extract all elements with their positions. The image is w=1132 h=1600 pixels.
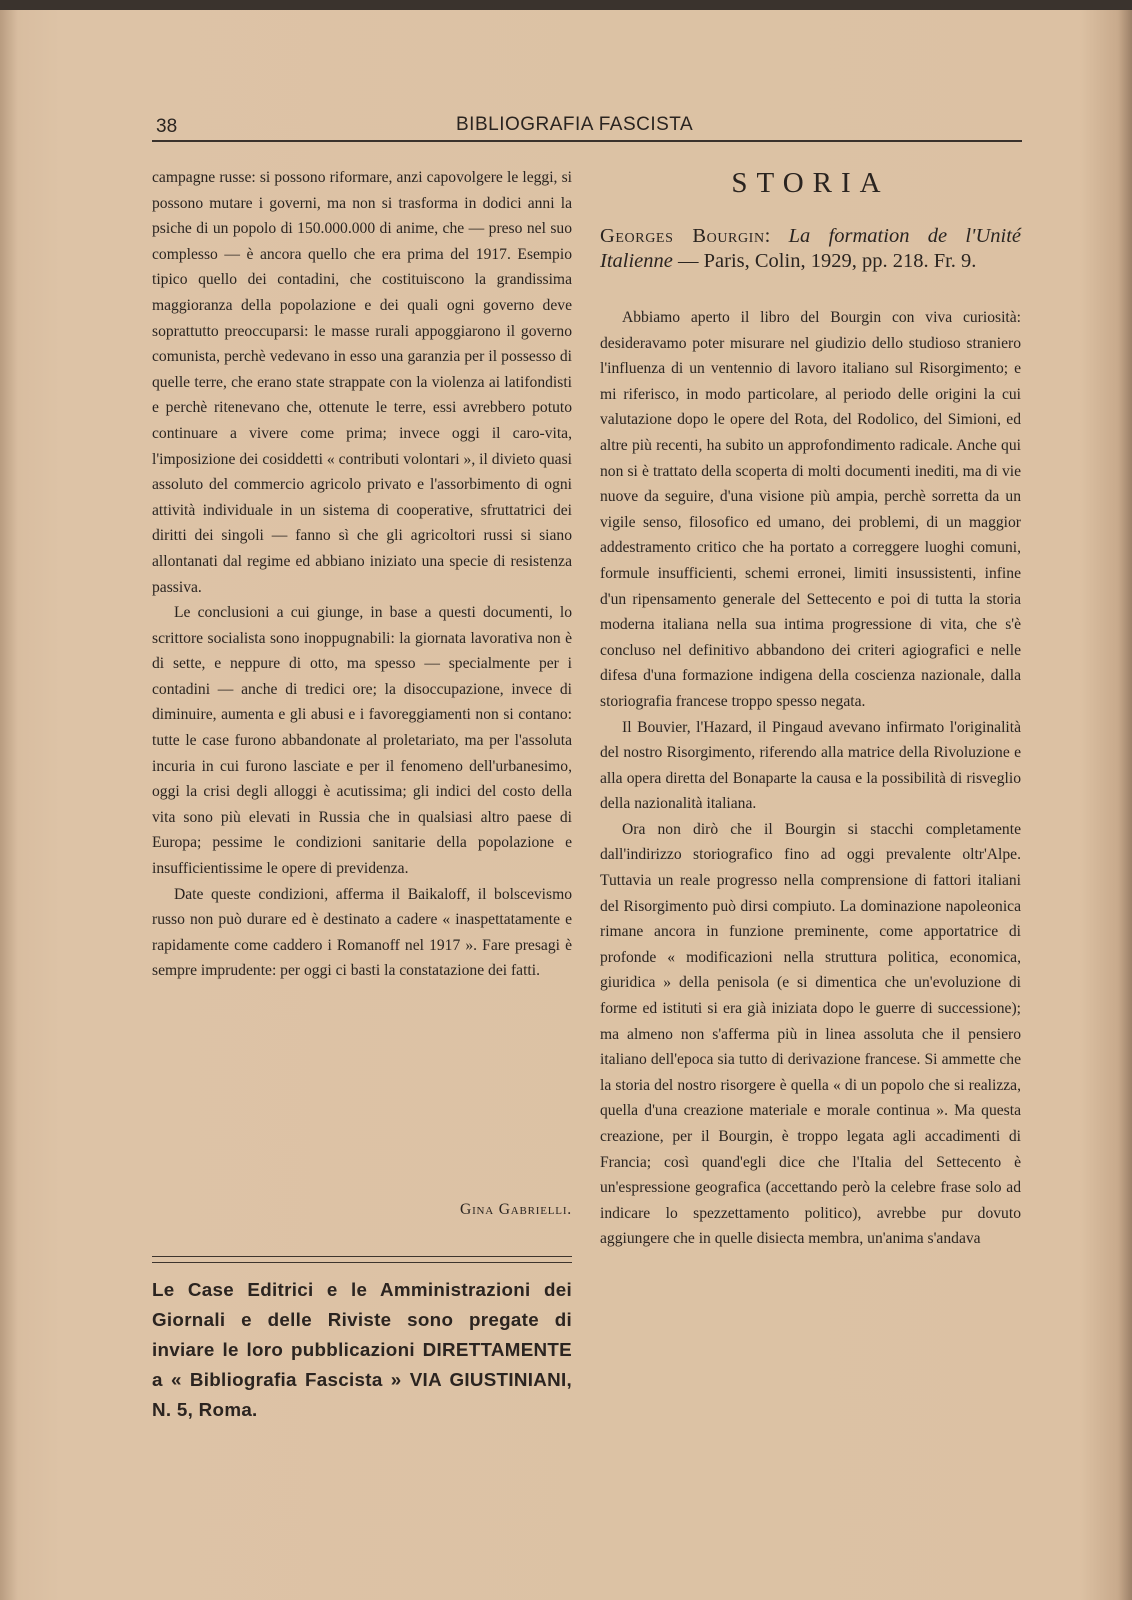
right-column [600, 305, 1021, 1252]
right-paragraph-2: Il Bouvier, l'Hazard, il Pingaud avevano infirmato l'originalità del nostro Risorgimento, riferendo alla matrice della Rivoluzione e alla opera diretta del Bonaparte la causa e la possibilità di risveglio della nazionalità italiana. [600, 718, 1021, 813]
right-paragraph-1: Abbiamo aperto il libro del Bourgin con viva curiosità: desideravamo poter misurare nel giudizio dello studioso straniero l'influenza di un ventennio di lavoro italiano sul Risorgimento; e mi riferisco, in modo particolare, al periodo delle origini la cui valutazione dopo le opere del Rota, del Rodolico, del Simioni, ed altre più recenti, ha subito un approfondimento radicale. Anche qui non si è trattato della scoperta di molti documenti inediti, ma di vie nuove da seguire, d'una visione più ampia, perchè sorretta da un vigile senso, filosofico ed umano, dei problemi, di un maggior addestramento critico che ha portato a correggere luoghi comuni, formule insufficienti, schemi erronei, limiti insussistenti, infine d'un ripensamento generale del Settecento e poi di tutta la storia moderna italiana nella sua intima progressione di vita, che s'è concluso nel definitivo abbandono dei criteri agiografici e nelle difesa d'una formazione indigena della coscienza nazionale, dalla storiografia francese troppo spesso negata. [600, 309, 1021, 710]
review-publication-details: — Paris, Colin, 1929, pp. 218. Fr. 9. [678, 250, 977, 272]
right-paragraph-3: Ora non dirò che il Bourgin si stacchi completamente dall'indirizzo storiografico fino ad oggi prevalente oltr'Alpe. Tuttavia un reale progresso nella comprensione di fattori italiani del Risorgimento può dirsi compiuto. La dominazione napoleonica rimane ancora in funzione preminente, come apportatrice di profonde « modificazioni nella struttura politica, economica, giuridica » della penisola (e si dimentica che un'evoluzione di forme ed istituti si era già iniziata dopo le guerre di successione); ma almeno non s'afferma più in linea assoluta che il pensiero italiano dell'epoca sia tutto di derivazione francese. Si ammette che la storia del nostro risorgere è quella « di un popolo che si realizza, quella d'una creazione materiale e morale continua ». Ma questa creazione, per il Bourgin, è troppo legata agli accadimenti di Francia; così quand'egli dice che l'Italia del Settecento è un'espressione geografica (accettando però la celebre frase solo ad indicare lo spezzettamento politico), avrebbe pur dovuto aggiungere che in quelle disiecta membra, un'anima s'andava [600, 820, 1021, 1248]
scan-top-border [0, 0, 1132, 10]
author-signature: Gina Gabrielli. [460, 1201, 572, 1218]
double-rule-divider [152, 1256, 572, 1263]
section-title: STORIA [731, 167, 890, 199]
left-paragraph-3: Date queste condizioni, afferma il Baikaloff, il bolscevismo russo non può durare ed è destinato a cadere « inaspettatamente e rapidamente come caddero i Romanoff nel 1917 ». Fare presagi è sempre imprudente: per oggi ci basti la constatazione dei fatti. [152, 885, 572, 980]
review-author: Georges Bourgin [600, 225, 765, 247]
publisher-notice: Le Case Editrici e le Amministrazioni dei Giornali e delle Riviste sono pregate di inviare le loro pubblicazioni DIRETTAMENTE a « Bibliografia Fascista » VIA GIUSTINIANI, N. 5, Roma. [152, 1279, 572, 1420]
page-number: 38 [156, 116, 178, 137]
running-title: BIBLIOGRAFIA FASCISTA [456, 114, 694, 135]
review-book-title: La formation de l'Unité Italienne [600, 225, 1021, 272]
left-paragraph-1: campagne russe: si possono riformare, anzi capovolgere le leggi, si possono mutare i governi, ma non si trasforma in dodici anni la psiche di un popolo di 150.000.000 di anime, che — preso nel suo complesso — è ancora quello che era prima del 1917. Esempio tipico quello dei contadini, che costituiscono la grandissima maggioranza della popolazione e dei quali ogni governo deve soprattutto preoccuparsi: le masse rurali appoggiarono il governo comunista, perchè vedevano in esso una garanzia per il possesso di quelle terre, che erano state strappate con la violenza ai latifondisti e perchè ritenevano che, ottenute le terre, essi avrebbero potuto continuare a vivere come prima; invece oggi il caro-vita, l'imposizione dei cosiddetti « contributi volontari », il divieto quasi assoluto del commercio agricolo privato e l'assorbimento di ogni attività individuale in un sistema di cooperative, sfruttatrici dei diritti dei singoli — fanno sì che gli agricoltori russi si siano allontanati dal regime ed abbiano iniziato una specie di resistenza passiva. [152, 169, 572, 596]
page-header [152, 110, 1022, 142]
left-column [152, 165, 572, 984]
review-heading: Georges Bourgin: La formation de l'Unité Italienne — Paris, Colin, 1929, pp. 218. Fr. 9. [600, 225, 1021, 272]
left-paragraph-2: Le conclusioni a cui giunge, in base a questi documenti, lo scrittore socialista sono inoppugnabili: la giornata lavorativa non è di sette, e neppure di otto, ma spesso — specialmente per i contadini — anche di tredici ore; la disoccupazione, invece di diminuire, aumenta e gli abusi e i favoreggiamenti non si contano: tutte le case furono abbandonate al proletariato, ma per l'assoluta incuria in cui furono lasciate e per il fenomeno dell'urbanesimo, oggi la crisi degli alloggi è acutissima; gli indici del costo della vita sono più elevati in Russia che in qualsiasi altro paese di Europa; pessime le condizioni sanitarie della popolazione e insufficientissime le opere di previdenza. [152, 604, 572, 878]
